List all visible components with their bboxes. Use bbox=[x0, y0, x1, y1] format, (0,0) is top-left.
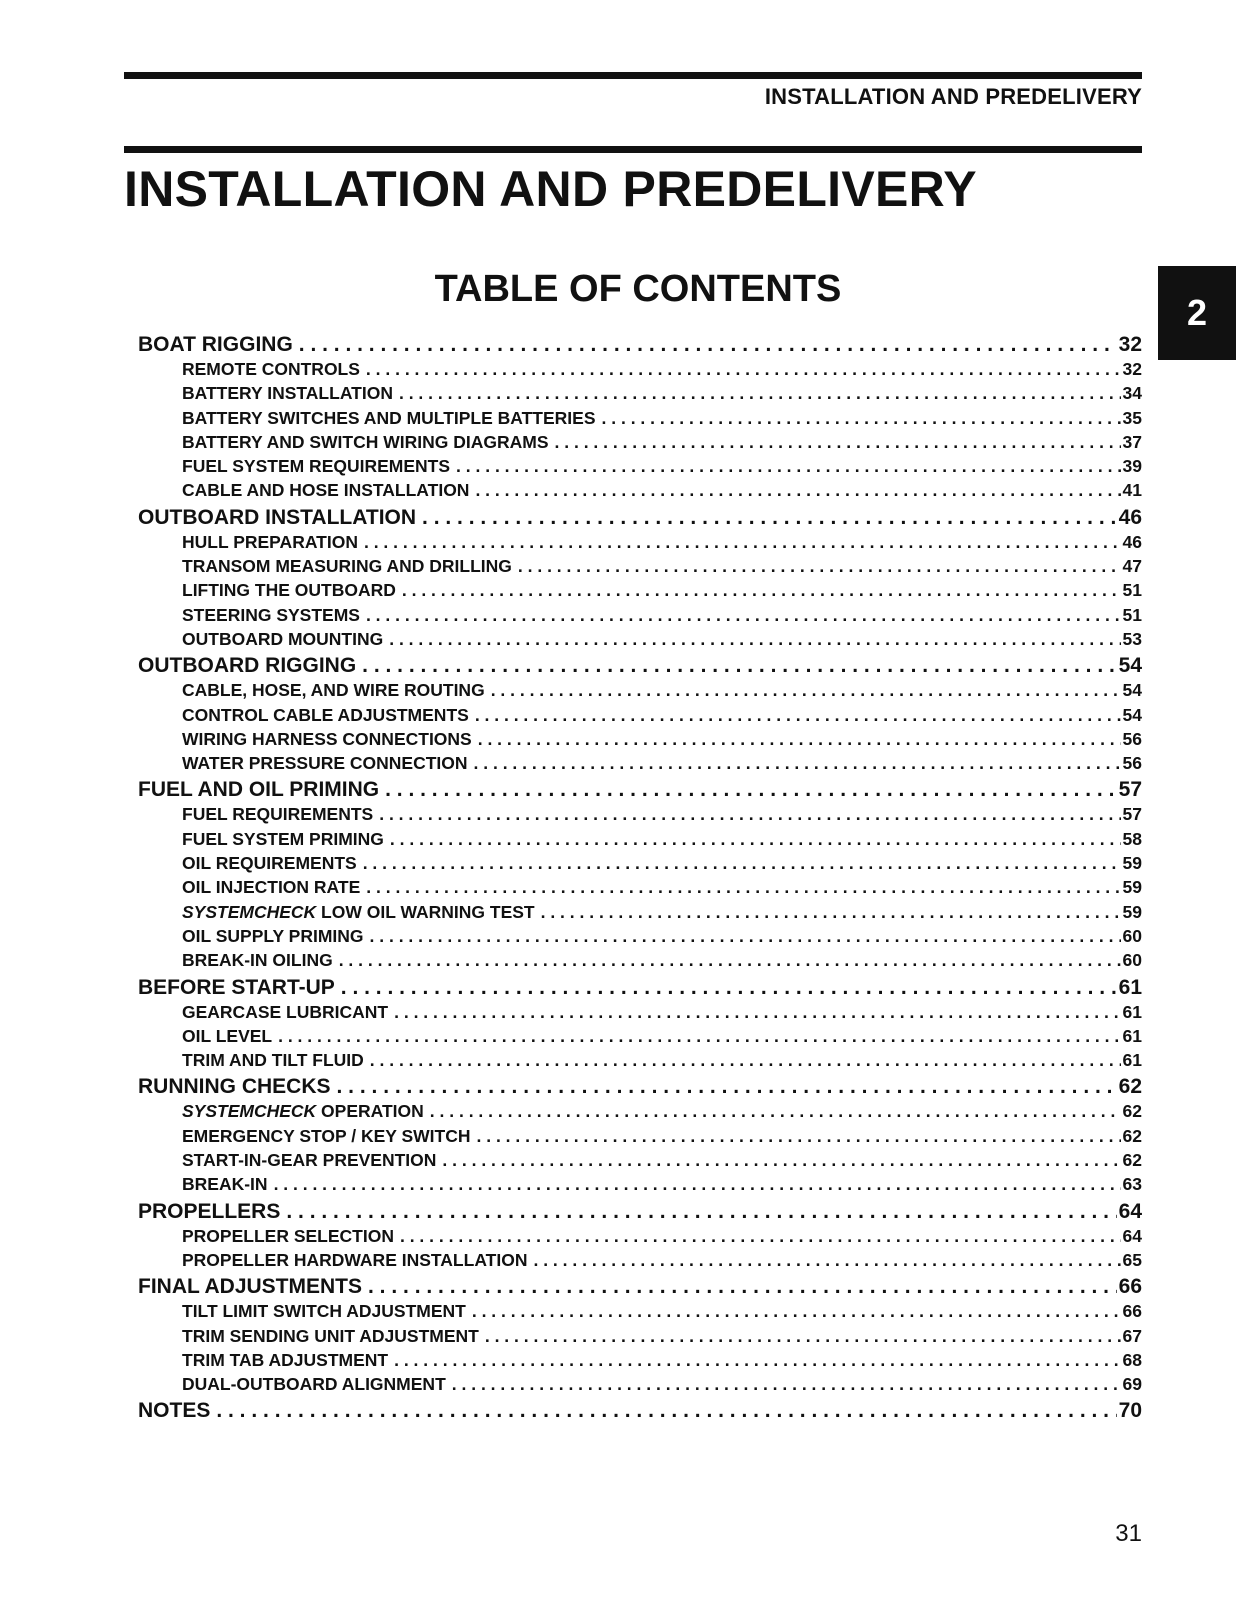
toc-entry-page: 60 bbox=[1122, 925, 1142, 946]
toc-entry-title bbox=[182, 877, 366, 898]
toc-entry-title-text: HULL PREPARATION bbox=[182, 531, 358, 552]
toc-subsection-entry[interactable] bbox=[138, 1326, 1142, 1350]
toc-heading: TABLE OF CONTENTS bbox=[434, 268, 842, 310]
toc-entry-page: 56 bbox=[1122, 753, 1142, 774]
toc-subsection-entry[interactable] bbox=[138, 877, 1142, 901]
toc-entry-page: 61 bbox=[1122, 1025, 1142, 1046]
toc-entry-title-text: LOW OIL WARNING TEST bbox=[316, 901, 535, 922]
toc-entry-title-text: BATTERY AND SWITCH WIRING DIAGRAMS bbox=[182, 431, 549, 452]
toc-entry-title-text: REMOTE CONTROLS bbox=[182, 359, 360, 379]
toc-subsection-entry[interactable] bbox=[138, 902, 1142, 926]
toc-leader-dots bbox=[389, 629, 1120, 650]
toc-leader-dots bbox=[422, 506, 1117, 530]
toc-entry-page: 62 bbox=[1122, 1125, 1142, 1146]
toc-entry-title-text: FUEL REQUIREMENTS bbox=[182, 804, 374, 825]
toc-entry-page: 32 bbox=[1118, 333, 1142, 356]
table-of-contents bbox=[138, 332, 1142, 1425]
toc-entry-title-text: WATER PRESSURE CONNECTION bbox=[182, 753, 468, 774]
toc-leader-dots bbox=[364, 532, 1121, 553]
toc-entry-title bbox=[182, 829, 390, 850]
toc-entry-title bbox=[182, 680, 491, 701]
toc-subsection-entry[interactable] bbox=[138, 729, 1142, 753]
toc-entry-title bbox=[138, 1275, 368, 1299]
toc-leader-dots bbox=[485, 1326, 1121, 1347]
toc-entry-title-text: FUEL AND OIL PRIMING bbox=[138, 778, 380, 802]
toc-entry-title bbox=[182, 950, 339, 971]
toc-subsection-entry[interactable] bbox=[138, 753, 1142, 777]
toc-entry-title-text: BOAT RIGGING bbox=[138, 333, 293, 356]
toc-leader-dots bbox=[363, 853, 1121, 874]
toc-leader-dots bbox=[430, 1101, 1121, 1122]
toc-entry-title-italic: SYSTEMCHECK bbox=[182, 901, 317, 922]
toc-entry-title bbox=[138, 654, 362, 678]
toc-entry-page: 61 bbox=[1122, 1001, 1142, 1022]
toc-leader-dots bbox=[475, 480, 1120, 501]
toc-subsection-entry[interactable] bbox=[138, 408, 1142, 432]
toc-section-entry[interactable] bbox=[138, 778, 1142, 804]
toc-leader-dots bbox=[602, 408, 1121, 429]
toc-entry-title bbox=[182, 926, 370, 947]
toc-leader-dots bbox=[442, 1150, 1120, 1171]
toc-leader-dots bbox=[299, 333, 1117, 357]
toc-subsection-entry[interactable] bbox=[138, 853, 1142, 877]
toc-entry-title-text: TILT LIMIT SWITCH ADJUSTMENT bbox=[182, 1301, 466, 1322]
toc-entry-title bbox=[182, 532, 364, 553]
toc-entry-title bbox=[182, 1326, 485, 1347]
toc-entry-title bbox=[182, 804, 379, 825]
toc-leader-dots bbox=[475, 705, 1121, 726]
chapter-title: INSTALLATION AND PREDELIVERY bbox=[124, 161, 977, 217]
toc-leader-dots bbox=[452, 1374, 1121, 1395]
toc-leader-dots bbox=[368, 1275, 1117, 1299]
toc-leader-dots bbox=[394, 1002, 1120, 1023]
toc-entry-title-text: BREAK-IN bbox=[182, 1174, 268, 1195]
toc-entry-title-text: BATTERY INSTALLATION bbox=[182, 383, 393, 404]
toc-entry-title bbox=[182, 1050, 370, 1071]
toc-entry-title bbox=[182, 556, 518, 577]
toc-subsection-entry[interactable] bbox=[138, 1050, 1142, 1074]
toc-entry-page: 57 bbox=[1118, 778, 1142, 802]
toc-entry-page: 51 bbox=[1122, 580, 1142, 601]
toc-entry-page: 35 bbox=[1122, 407, 1142, 428]
toc-entry-title-text: NOTES bbox=[138, 1399, 211, 1423]
toc-entry-title-text: OIL LEVEL bbox=[182, 1025, 273, 1046]
toc-entry-title-text: LIFTING THE OUTBOARD bbox=[182, 580, 396, 601]
toc-entry-title bbox=[182, 1150, 442, 1171]
toc-subsection-entry[interactable] bbox=[138, 926, 1142, 950]
toc-entry-page: 68 bbox=[1122, 1349, 1142, 1370]
toc-entry-page: 41 bbox=[1122, 480, 1142, 501]
toc-entry-page: 54 bbox=[1122, 680, 1142, 701]
toc-entry-page: 61 bbox=[1118, 975, 1142, 999]
toc-entry-page: 62 bbox=[1122, 1150, 1142, 1171]
toc-entry-title bbox=[182, 1026, 278, 1047]
toc-entry-page: 59 bbox=[1122, 877, 1142, 898]
toc-section-entry[interactable] bbox=[138, 654, 1142, 680]
toc-entry-page: 59 bbox=[1122, 901, 1142, 922]
toc-entry-page: 60 bbox=[1122, 950, 1142, 971]
toc-subsection-entry[interactable] bbox=[138, 456, 1142, 480]
toc-subsection-entry[interactable] bbox=[138, 580, 1142, 604]
toc-entry-page: 61 bbox=[1122, 1050, 1142, 1071]
toc-leader-dots bbox=[390, 829, 1121, 850]
toc-entry-page: 57 bbox=[1122, 804, 1142, 825]
toc-subsection-entry[interactable] bbox=[138, 829, 1142, 853]
title-rule bbox=[124, 146, 1142, 153]
toc-subsection-entry[interactable] bbox=[138, 432, 1142, 456]
toc-entry-page: 64 bbox=[1122, 1225, 1142, 1246]
toc-entry-page: 67 bbox=[1122, 1325, 1142, 1346]
toc-entry-title bbox=[182, 359, 366, 380]
toc-subsection-entry[interactable] bbox=[138, 480, 1142, 504]
toc-subsection-entry[interactable] bbox=[138, 383, 1142, 407]
toc-leader-dots bbox=[379, 804, 1120, 825]
toc-entry-page: 66 bbox=[1122, 1301, 1142, 1322]
page-number: 31 bbox=[1115, 1520, 1142, 1547]
toc-leader-dots bbox=[366, 359, 1121, 380]
toc-entry-title-text: TRIM SENDING UNIT ADJUSTMENT bbox=[182, 1325, 479, 1346]
toc-leader-dots bbox=[478, 729, 1121, 750]
toc-subsection-entry[interactable] bbox=[138, 532, 1142, 556]
toc-leader-dots bbox=[370, 1050, 1121, 1071]
toc-entry-title bbox=[182, 1101, 430, 1122]
toc-leader-dots bbox=[399, 383, 1121, 404]
toc-entry-page: 37 bbox=[1122, 431, 1142, 452]
toc-entry-title-text: OIL REQUIREMENTS bbox=[182, 853, 357, 874]
toc-leader-dots bbox=[541, 902, 1121, 923]
toc-subsection-entry[interactable] bbox=[138, 359, 1142, 383]
running-head: INSTALLATION AND PREDELIVERY bbox=[764, 84, 1142, 109]
toc-entry-title-text: PROPELLER SELECTION bbox=[182, 1225, 394, 1246]
toc-entry-page: 59 bbox=[1122, 853, 1142, 874]
toc-entry-title bbox=[182, 629, 389, 650]
toc-entry-title-text: TRIM AND TILT FLUID bbox=[182, 1050, 364, 1071]
toc-leader-dots bbox=[286, 1200, 1116, 1224]
toc-entry-title bbox=[182, 705, 475, 726]
toc-entry-title bbox=[182, 1374, 452, 1395]
toc-entry-title bbox=[182, 605, 366, 626]
toc-entry-page: 32 bbox=[1122, 359, 1142, 379]
toc-entry-title-text: TRIM TAB ADJUSTMENT bbox=[182, 1349, 389, 1370]
toc-entry-title bbox=[182, 753, 474, 774]
toc-entry-title-text: BEFORE START-UP bbox=[138, 975, 335, 999]
toc-entry-title-text: OPERATION bbox=[316, 1101, 424, 1122]
toc-entry-page: 62 bbox=[1122, 1101, 1142, 1122]
toc-entry-title-text: FUEL SYSTEM PRIMING bbox=[182, 828, 384, 849]
toc-section-entry[interactable] bbox=[138, 333, 1142, 359]
toc-entry-title-text: OIL INJECTION RATE bbox=[182, 877, 361, 898]
toc-subsection-entry[interactable] bbox=[138, 605, 1142, 629]
toc-entry-page: 65 bbox=[1122, 1249, 1142, 1270]
toc-leader-dots bbox=[339, 950, 1121, 971]
toc-entry-title bbox=[182, 456, 456, 477]
toc-entry-title bbox=[182, 1226, 400, 1247]
toc-entry-title bbox=[182, 432, 555, 453]
toc-section-entry[interactable] bbox=[138, 506, 1142, 532]
toc-entry-title-text: EMERGENCY STOP / KEY SWITCH bbox=[182, 1125, 471, 1146]
toc-subsection-entry[interactable] bbox=[138, 1250, 1142, 1274]
toc-leader-dots bbox=[491, 680, 1121, 701]
toc-entry-page: 51 bbox=[1122, 604, 1142, 625]
toc-entry-title-text: OUTBOARD INSTALLATION bbox=[138, 505, 417, 529]
toc-entry-title-italic: SYSTEMCHECK bbox=[182, 1101, 317, 1122]
toc-leader-dots bbox=[337, 1075, 1117, 1099]
toc-leader-dots bbox=[274, 1174, 1121, 1195]
toc-leader-dots bbox=[385, 778, 1117, 802]
toc-entry-page: 53 bbox=[1122, 628, 1142, 649]
toc-entry-title-text: OIL SUPPLY PRIMING bbox=[182, 925, 364, 946]
toc-entry-title bbox=[182, 902, 541, 923]
toc-entry-title-text: OUTBOARD MOUNTING bbox=[182, 628, 384, 649]
toc-subsection-entry[interactable] bbox=[138, 950, 1142, 974]
toc-subsection-entry[interactable] bbox=[138, 705, 1142, 729]
toc-leader-dots bbox=[216, 1399, 1116, 1423]
toc-entry-title-text: FUEL SYSTEM REQUIREMENTS bbox=[182, 456, 451, 477]
toc-leader-dots bbox=[366, 877, 1120, 898]
toc-entry-title-text: CABLE AND HOSE INSTALLATION bbox=[182, 480, 470, 501]
toc-entry-title bbox=[182, 1250, 533, 1271]
toc-leader-dots bbox=[400, 1226, 1121, 1247]
toc-entry-title-text: START-IN-GEAR PREVENTION bbox=[182, 1150, 437, 1171]
toc-entry-title-text: PROPELLERS bbox=[138, 1199, 281, 1223]
toc-entry-page: 47 bbox=[1122, 556, 1142, 577]
toc-entry-title-text: CONTROL CABLE ADJUSTMENTS bbox=[182, 704, 469, 725]
top-rule bbox=[124, 72, 1142, 79]
toc-entry-title-text: FINAL ADJUSTMENTS bbox=[138, 1275, 363, 1299]
toc-leader-dots bbox=[477, 1126, 1121, 1147]
toc-entry-title-text: OUTBOARD RIGGING bbox=[138, 654, 357, 678]
toc-leader-dots bbox=[472, 1301, 1121, 1322]
toc-entry-page: 62 bbox=[1118, 1075, 1142, 1099]
toc-leader-dots bbox=[456, 456, 1120, 477]
toc-leader-dots bbox=[474, 753, 1121, 774]
toc-entry-title-text: DUAL-OUTBOARD ALIGNMENT bbox=[182, 1374, 446, 1395]
toc-section-entry[interactable] bbox=[138, 1399, 1142, 1425]
toc-subsection-entry[interactable] bbox=[138, 1374, 1142, 1398]
toc-subsection-entry[interactable] bbox=[138, 1174, 1142, 1198]
toc-section-entry[interactable] bbox=[138, 1075, 1142, 1101]
toc-entry-title bbox=[138, 976, 341, 1000]
toc-subsection-entry[interactable] bbox=[138, 1026, 1142, 1050]
toc-entry-title bbox=[182, 383, 399, 404]
toc-entry-title-text: BREAK-IN OILING bbox=[182, 950, 333, 971]
toc-entry-title bbox=[182, 1126, 477, 1147]
toc-entry-title bbox=[182, 580, 402, 601]
toc-entry-page: 46 bbox=[1122, 531, 1142, 552]
toc-entry-page: 63 bbox=[1122, 1174, 1142, 1195]
toc-section-entry[interactable] bbox=[138, 1200, 1142, 1226]
toc-subsection-entry[interactable] bbox=[138, 1101, 1142, 1125]
toc-entry-title bbox=[138, 1399, 216, 1423]
toc-entry-title bbox=[182, 729, 478, 750]
toc-entry-page: 58 bbox=[1122, 828, 1142, 849]
toc-entry-title bbox=[138, 333, 299, 357]
toc-entry-title-text: WIRING HARNESS CONNECTIONS bbox=[182, 728, 472, 749]
toc-subsection-entry[interactable] bbox=[138, 804, 1142, 828]
toc-leader-dots bbox=[366, 605, 1121, 626]
toc-leader-dots bbox=[370, 926, 1121, 947]
chapter-tab: 2 bbox=[1158, 266, 1236, 360]
toc-leader-dots bbox=[278, 1026, 1120, 1047]
toc-leader-dots bbox=[394, 1350, 1120, 1371]
toc-entry-title-text: CABLE, HOSE, AND WIRE ROUTING bbox=[182, 680, 485, 701]
toc-entry-title bbox=[182, 1174, 274, 1195]
toc-leader-dots bbox=[518, 556, 1121, 577]
toc-entry-page: 69 bbox=[1122, 1374, 1142, 1395]
toc-entry-title bbox=[182, 853, 363, 874]
toc-leader-dots bbox=[533, 1250, 1120, 1271]
toc-entry-page: 54 bbox=[1122, 704, 1142, 725]
toc-subsection-entry[interactable] bbox=[138, 556, 1142, 580]
toc-entry-page: 46 bbox=[1118, 505, 1142, 529]
toc-entry-title bbox=[138, 506, 422, 530]
toc-entry-title-text: TRANSOM MEASURING AND DRILLING bbox=[182, 556, 512, 577]
toc-subsection-entry[interactable] bbox=[138, 1350, 1142, 1374]
toc-entry-title-text: PROPELLER HARDWARE INSTALLATION bbox=[182, 1249, 528, 1270]
toc-entry-title-text: STEERING SYSTEMS bbox=[182, 604, 360, 625]
toc-entry-title bbox=[138, 1075, 337, 1099]
toc-entry-title-text: BATTERY SWITCHES AND MULTIPLE BATTERIES bbox=[182, 407, 596, 428]
toc-subsection-entry[interactable] bbox=[138, 1126, 1142, 1150]
toc-section-entry[interactable] bbox=[138, 976, 1142, 1002]
toc-entry-title bbox=[182, 1350, 394, 1371]
toc-section-entry[interactable] bbox=[138, 1275, 1142, 1301]
toc-entry-title bbox=[138, 1200, 286, 1224]
toc-leader-dots bbox=[362, 654, 1116, 678]
toc-entry-title bbox=[138, 778, 385, 802]
toc-entry-title bbox=[182, 1301, 472, 1322]
toc-subsection-entry[interactable] bbox=[138, 1226, 1142, 1250]
toc-subsection-entry[interactable] bbox=[138, 629, 1142, 653]
toc-entry-title bbox=[182, 1002, 394, 1023]
toc-subsection-entry[interactable] bbox=[138, 680, 1142, 704]
toc-leader-dots bbox=[402, 580, 1121, 601]
toc-entry-title-text: GEARCASE LUBRICANT bbox=[182, 1001, 389, 1022]
toc-entry-page: 70 bbox=[1118, 1399, 1142, 1423]
toc-leader-dots bbox=[341, 976, 1117, 1000]
toc-entry-page: 54 bbox=[1118, 654, 1142, 678]
toc-entry-title-text: RUNNING CHECKS bbox=[138, 1075, 331, 1099]
toc-entry-page: 39 bbox=[1122, 456, 1142, 477]
toc-entry-page: 34 bbox=[1122, 383, 1142, 404]
toc-entry-title bbox=[182, 408, 602, 429]
toc-entry-title bbox=[182, 480, 475, 501]
toc-subsection-entry[interactable] bbox=[138, 1002, 1142, 1026]
toc-subsection-entry[interactable] bbox=[138, 1301, 1142, 1325]
toc-subsection-entry[interactable] bbox=[138, 1150, 1142, 1174]
toc-entry-page: 56 bbox=[1122, 728, 1142, 749]
toc-entry-page: 64 bbox=[1118, 1199, 1142, 1223]
toc-leader-dots bbox=[555, 432, 1121, 453]
toc-entry-page: 66 bbox=[1118, 1275, 1142, 1299]
